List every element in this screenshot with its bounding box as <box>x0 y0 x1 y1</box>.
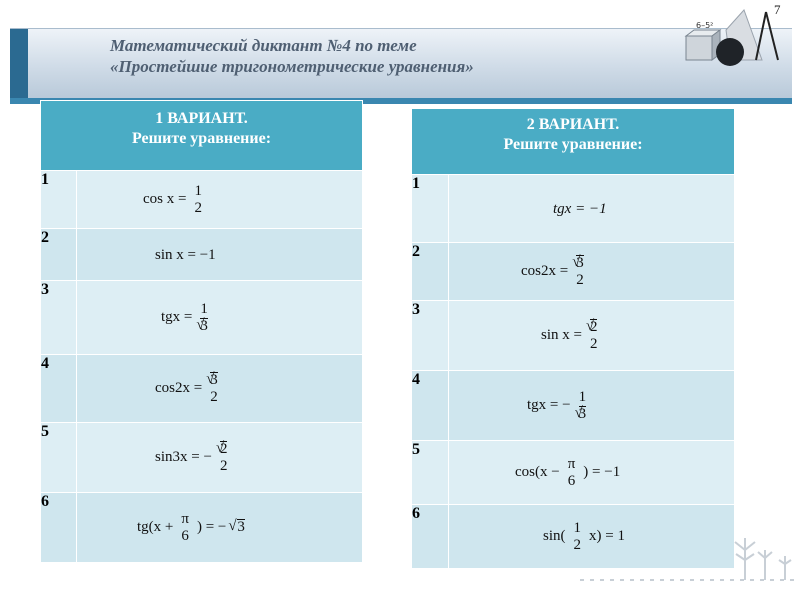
equation: cos x = 1 2 <box>143 182 202 216</box>
table-row <box>41 423 363 493</box>
table-row <box>41 229 363 281</box>
equation-cell <box>449 243 735 301</box>
row-number: 6 <box>41 493 77 563</box>
equation-cell <box>77 493 363 563</box>
equation-cell <box>77 229 363 281</box>
table-row <box>41 355 363 423</box>
table-row <box>41 171 363 229</box>
header-accent-bar <box>10 29 28 99</box>
variant-2-header <box>412 109 735 175</box>
equation: sin x = −1 <box>155 246 216 263</box>
equation: tgx = −1 <box>553 200 607 217</box>
row-number: 4 <box>41 355 77 423</box>
row-number: 6 <box>412 505 449 569</box>
table-row <box>412 301 735 371</box>
geometry-shapes-icon <box>678 0 790 98</box>
equation-cell <box>77 171 363 229</box>
equation: cos2x = √ 3 2 <box>521 255 589 289</box>
equation: sin x = √ 2 2 <box>541 319 602 353</box>
slide-number-badge: 7 <box>774 2 781 17</box>
row-number: 3 <box>412 301 449 371</box>
title-line-2: «Простейшие тригонометрические уравнения» <box>110 57 474 76</box>
row-number: 3 <box>41 281 77 355</box>
table-row <box>412 371 735 441</box>
variant-2-table <box>411 108 735 569</box>
variant-1-table <box>40 100 363 563</box>
table-row <box>412 243 735 301</box>
equation-cell <box>449 441 735 505</box>
equation: cos(x − π 6 ) = −1 <box>515 455 621 489</box>
equation: cos2x = √ 3 2 <box>155 372 223 406</box>
variant-2-title: 2 ВАРИАНТ. <box>526 116 620 133</box>
table-row <box>412 441 735 505</box>
row-number: 4 <box>412 371 449 441</box>
equation: tg(x + π 6 ) = − √ 3 <box>137 511 245 545</box>
equation-cell <box>449 371 735 441</box>
table-row <box>41 493 363 563</box>
equation-cell <box>77 423 363 493</box>
table-row <box>41 281 363 355</box>
row-number: 1 <box>412 175 449 243</box>
row-number: 2 <box>412 243 449 301</box>
variant-1-title: 1 ВАРИАНТ. <box>155 110 248 127</box>
slide-header <box>10 28 792 99</box>
variant-2-subtitle: Решите уравнение: <box>503 136 643 153</box>
row-number: 2 <box>41 229 77 281</box>
slide-title <box>110 35 474 77</box>
equation-cell <box>449 301 735 371</box>
table-row <box>412 175 735 243</box>
row-number: 1 <box>41 171 77 229</box>
equation-cell <box>77 281 363 355</box>
equation: tgx = − 1 √ 3 <box>527 389 591 423</box>
equation: sin3x = − √ 2 2 <box>155 441 232 475</box>
variant-1-header <box>41 101 363 171</box>
equation-cell <box>77 355 363 423</box>
equation: sin( 1 2 x) = 1 <box>543 519 625 553</box>
plant-decoration-icon <box>560 520 800 600</box>
equation: tgx = 1 √ 3 <box>161 301 213 335</box>
title-line-1: Математический диктант №4 по теме <box>110 36 417 55</box>
row-number: 5 <box>41 423 77 493</box>
variant-1-subtitle: Решите уравнение: <box>131 130 272 147</box>
equation-cell <box>449 175 735 243</box>
row-number: 5 <box>412 441 449 505</box>
svg-text:6–5²: 6–5² <box>696 21 714 30</box>
